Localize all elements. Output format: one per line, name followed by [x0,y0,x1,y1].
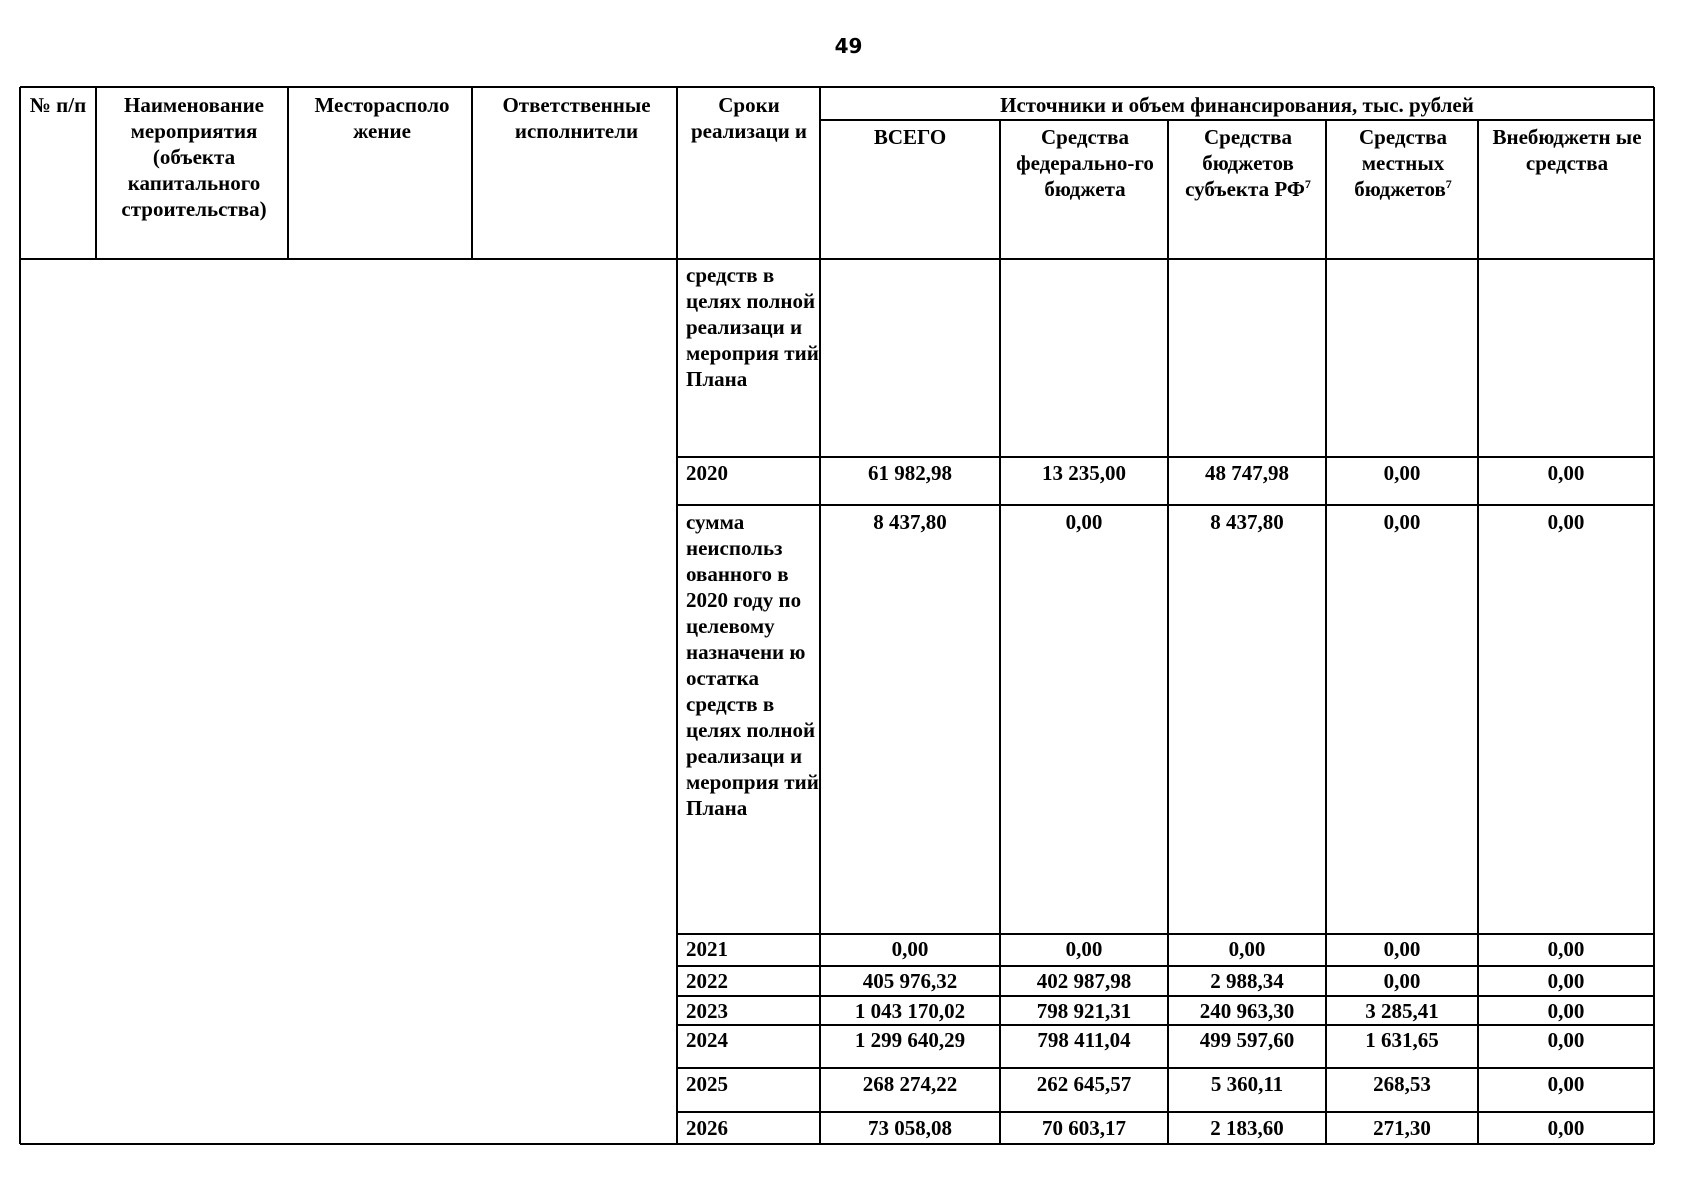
term-cell: 2023 [686,999,728,1023]
header-col-name: Наименование мероприятия (объекта капитального строительства) [121,93,267,221]
value-federal: 0,00 [1065,937,1103,961]
header-col-location: Месторасполо жение [314,93,450,143]
value-subject: 2 183,60 [1210,1116,1284,1140]
header-col-responsible: Ответственные исполнители [502,93,651,143]
value-subject: 0,00 [1228,937,1266,961]
value-federal: 798 411,04 [1037,1028,1131,1052]
value-total: 268 274,22 [862,1072,958,1096]
value-extra: 0,00 [1547,1028,1585,1052]
value-extra: 0,00 [1547,461,1585,485]
footnote-mark: 7 [1445,177,1452,191]
value-extra: 0,00 [1547,510,1585,534]
value-total: 1 043 170,02 [854,999,966,1023]
value-extra: 0,00 [1547,969,1585,993]
header-col-total: ВСЕГО [873,125,947,149]
value-local: 0,00 [1383,969,1421,993]
value-extra: 0,00 [1547,999,1585,1023]
term-cell: 2020 [686,461,728,485]
value-total: 61 982,98 [868,461,952,485]
term-cell: 2021 [686,937,728,961]
value-subject: 2 988,34 [1210,969,1284,993]
value-subject: 48 747,98 [1205,461,1289,485]
header-col-extra: Внебюджетн ые средства [1492,125,1642,175]
term-cell: 2026 [686,1116,728,1140]
value-federal: 13 235,00 [1042,461,1126,485]
value-federal: 0,00 [1065,510,1103,534]
value-total: 1 299 640,29 [854,1028,966,1052]
value-total: 73 058,08 [868,1116,952,1140]
page-number: 49 [834,34,863,58]
term-cell: 2022 [686,969,728,993]
term-cell: сумма неиспольз ованного в 2020 году по целевому назначени ю остатка средств в целях полной реализаци и мероприя тий Плана [686,510,819,820]
header-col-federal: Средства федерально-го бюджета [1016,125,1154,201]
header-col-local-text: Средства местных бюджетов [1354,125,1447,201]
value-local: 1 631,65 [1365,1028,1439,1052]
header-col-subject [1170,124,1326,202]
term-cell: 2025 [686,1072,728,1096]
term-cell: средств в целях полной реализаци и мероприя тий Плана [686,263,819,391]
value-subject: 5 360,11 [1210,1072,1284,1096]
value-total: 405 976,32 [862,969,958,993]
value-subject: 8 437,80 [1210,510,1284,534]
value-local: 0,00 [1383,937,1421,961]
header-col-local [1328,124,1478,202]
value-subject: 240 963,30 [1199,999,1295,1023]
value-extra: 0,00 [1547,937,1585,961]
value-federal: 262 645,57 [1036,1072,1132,1096]
value-total: 8 437,80 [873,510,947,534]
value-extra: 0,00 [1547,1072,1585,1096]
header-sources-group: Источники и объем финансирования, тыс. рублей [1000,93,1474,117]
value-extra: 0,00 [1547,1116,1585,1140]
value-federal: 402 987,98 [1036,969,1132,993]
value-local: 268,53 [1373,1072,1431,1096]
header-col-subject-text: Средства бюджетов субъекта РФ [1185,125,1305,201]
value-local: 3 285,41 [1365,999,1439,1023]
value-local: 271,30 [1373,1116,1431,1140]
value-local: 0,00 [1383,510,1421,534]
value-subject: 499 597,60 [1199,1028,1295,1052]
value-federal: 798 921,31 [1036,999,1132,1023]
header-col-number: № п/п [29,93,87,117]
term-cell: 2024 [686,1028,728,1052]
header-col-terms: Сроки реализаци и [690,93,808,143]
value-total: 0,00 [891,937,929,961]
value-federal: 70 603,17 [1042,1116,1126,1140]
value-local: 0,00 [1383,461,1421,485]
footnote-mark: 7 [1304,177,1311,191]
